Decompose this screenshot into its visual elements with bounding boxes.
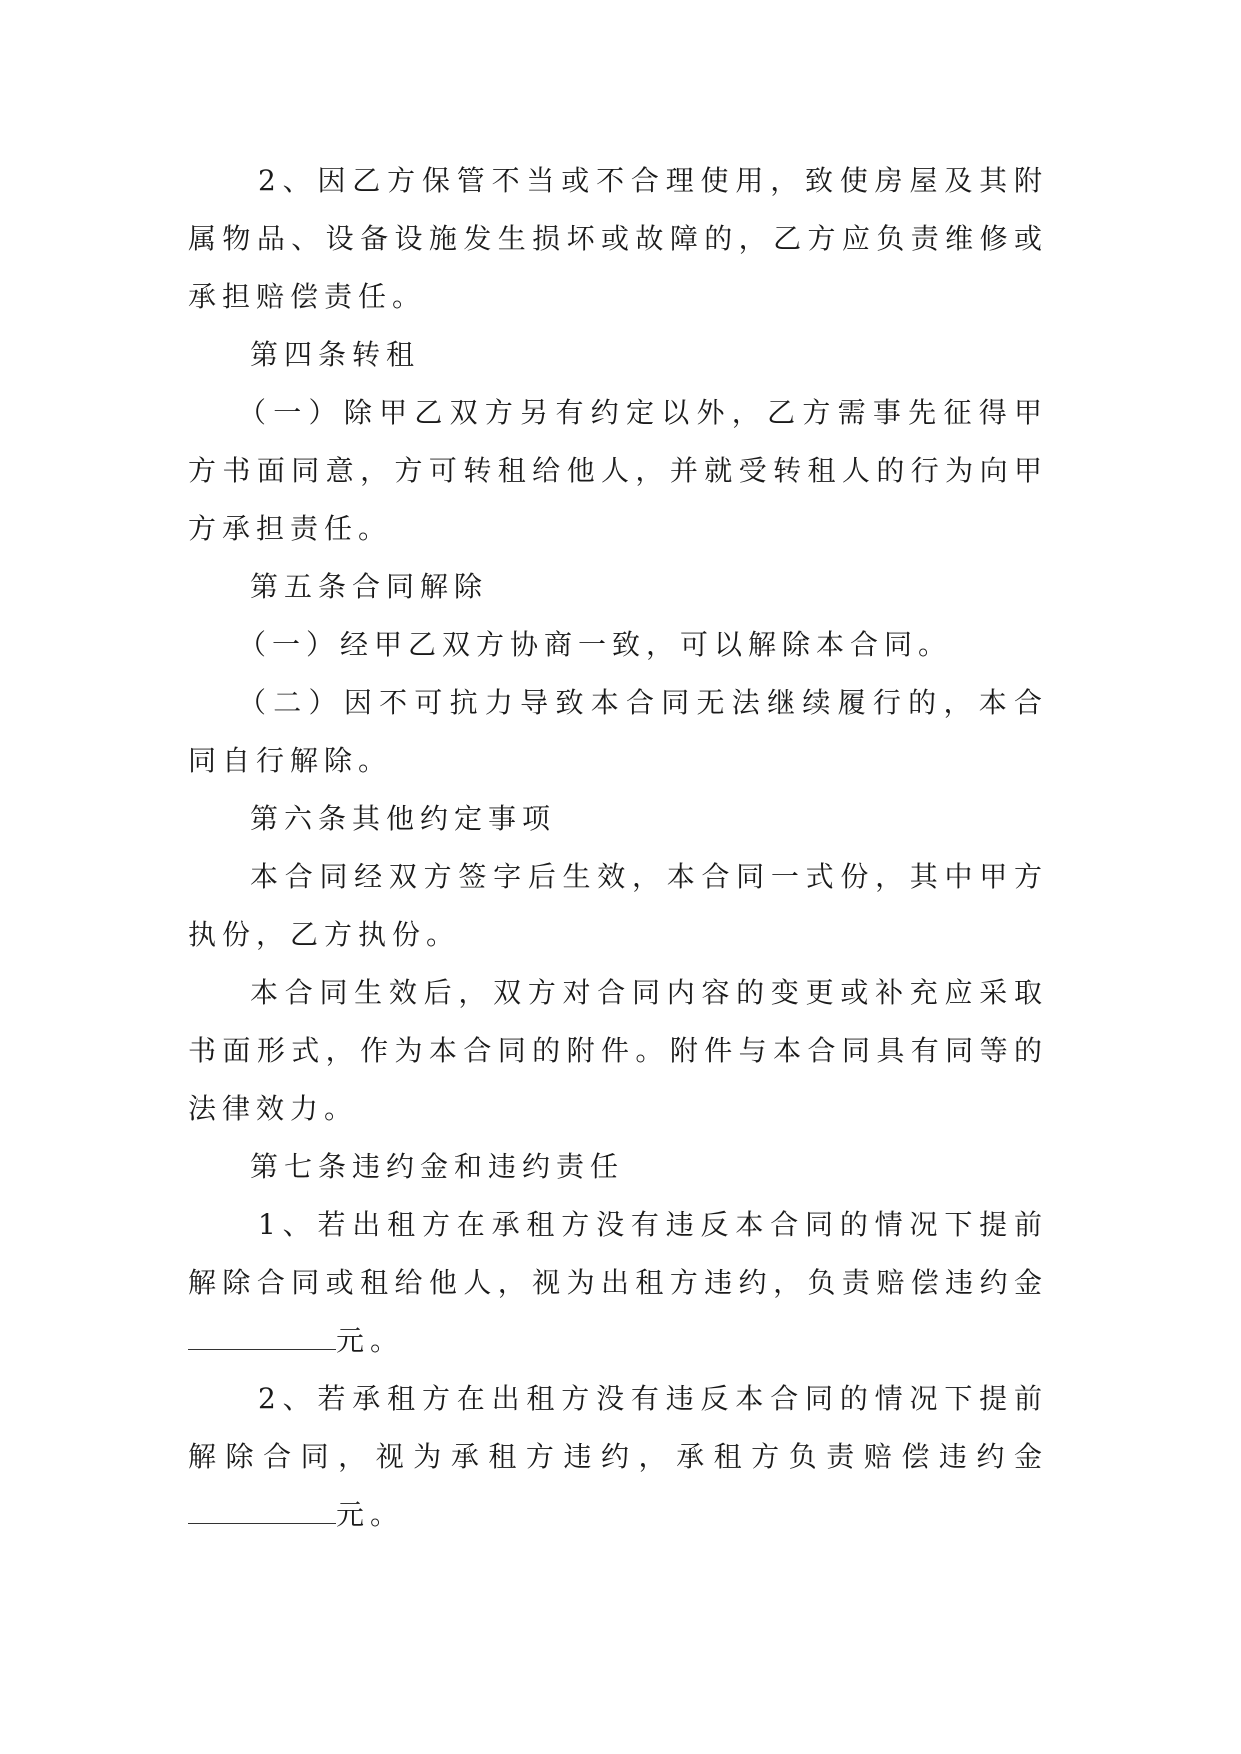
article-heading: 第五条合同解除 [250, 570, 489, 603]
clause-paragraph: （一）经甲乙双方协商一致，可以解除本合同。 [238, 628, 953, 661]
amount-blank-field[interactable] [188, 1321, 336, 1350]
clause-paragraph: （一）除甲乙双方另有约定以外，乙方需事先征得甲方书面同意，方可转租给他人，并就受转租人的行为向甲方承担责任。 [188, 396, 1048, 545]
clause-paragraph: 本合同经双方签字后生效，本合同一式份，其中甲方执份，乙方执份。 [188, 860, 1048, 951]
currency-unit: 元。 [336, 1498, 405, 1531]
amount-blank-field[interactable] [188, 1495, 336, 1524]
penalty-clause-text: 1、若出租方在承租方没有违反本合同的情况下提前解除合同或租给他人，视为出租方违约，负责赔偿违约金 [188, 1208, 1048, 1299]
currency-unit: 元。 [336, 1324, 405, 1357]
document-body [188, 152, 1048, 1544]
clause-paragraph: 2、因乙方保管不当或不合理使用，致使房屋及其附属物品、设备设施发生损坏或故障的，乙方应负责维修或承担赔偿责任。 [188, 164, 1048, 313]
penalty-clause-text: 2、若承租方在出租方没有违反本合同的情况下提前解除合同，视为承租方违约，承租方负责赔偿违约金 [188, 1382, 1048, 1473]
clause-paragraph: 本合同生效后，双方对合同内容的变更或补充应采取书面形式，作为本合同的附件。附件与本合同具有同等的法律效力。 [188, 976, 1048, 1125]
article-heading: 第六条其他约定事项 [250, 802, 557, 835]
article-heading: 第七条违约金和违约责任 [250, 1150, 625, 1183]
penalty-clause-lessee [188, 1370, 1048, 1544]
penalty-clause-lessor [188, 1196, 1048, 1370]
clause-paragraph: （二）因不可抗力导致本合同无法继续履行的，本合同自行解除。 [188, 686, 1048, 777]
article-heading: 第四条转租 [250, 338, 421, 371]
